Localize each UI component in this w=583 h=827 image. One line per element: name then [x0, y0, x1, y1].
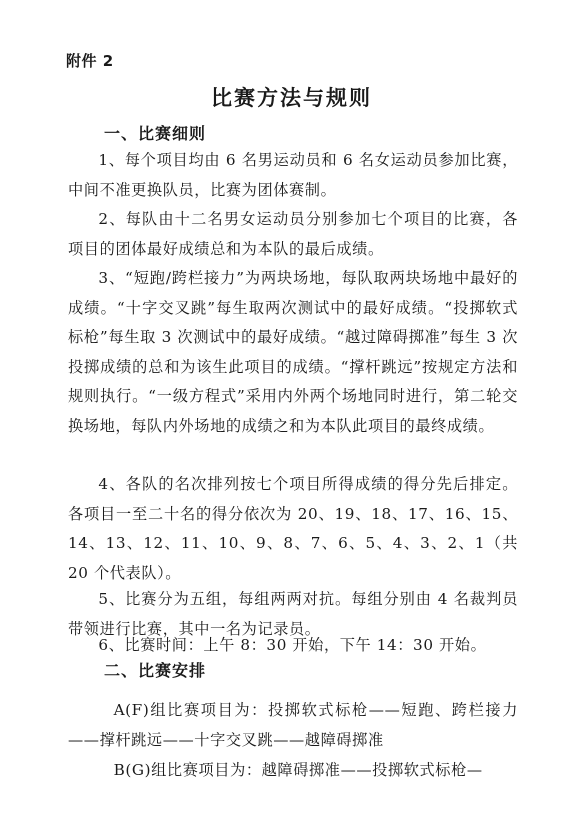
- rule-paragraph-5: 5、比赛分为五组，每组两两对抗。每组分别由 4 名裁判员带领进行比赛，其中一名为记录员。: [68, 590, 518, 638]
- section-heading-rules: 一、比赛细则: [104, 124, 207, 143]
- rule-paragraph-6: 6、比赛时间：上午 8：30 开始，下午 14：30 开始。: [98, 636, 487, 654]
- schedule-paragraph-a: A(F)组比赛项目为：投掷软式标枪——短跑、跨栏接力——撑杆跳远——十字交叉跳——越障碍掷准: [68, 701, 518, 749]
- rule-paragraph-3: 3、“短跑/跨栏接力”为两块场地，每队取两块场地中最好的成绩。“十字交叉跳”每生取两次测试中的最好成绩。“投掷软式标枪”每生取 3 次测试中的最好成绩。“越过障碍掷准”每生 3 次投掷成绩的总和为该生此项目的成绩。“撑杆跳远”按规定方法和规则执行。“一级方程式”采用内外两个场地同时进行，第二轮交换场地，每队内外场地的成绩之和为本队此项目的最终成绩。: [68, 269, 518, 435]
- schedule-paragraph-b: B(G)组比赛项目为：越障碍掷准——投掷软式标枪—: [113, 761, 483, 779]
- rule-paragraph-4: 4、各队的名次排列按七个项目所得成绩的得分先后排定。各项目一至二十名的得分依次为 20、19、18、17、16、15、14、13、12、11、10、9、8、7、6、5、4、3、2、1（共 20 个代表队）。: [68, 475, 518, 582]
- section-heading-schedule: 二、比赛安排: [104, 661, 207, 680]
- attachment-label: 附件 2: [66, 52, 114, 70]
- page-title: 比赛方法与规则: [211, 86, 372, 110]
- rule-paragraph-2: 2、每队由十二名男女运动员分别参加七个项目的比赛，各项目的团体最好成绩总和为本队的最后成绩。: [68, 210, 518, 258]
- rule-paragraph-1: 1、每个项目均由 6 名男运动员和 6 名女运动员参加比赛，中间不准更换队员，比赛为团体赛制。: [68, 151, 518, 199]
